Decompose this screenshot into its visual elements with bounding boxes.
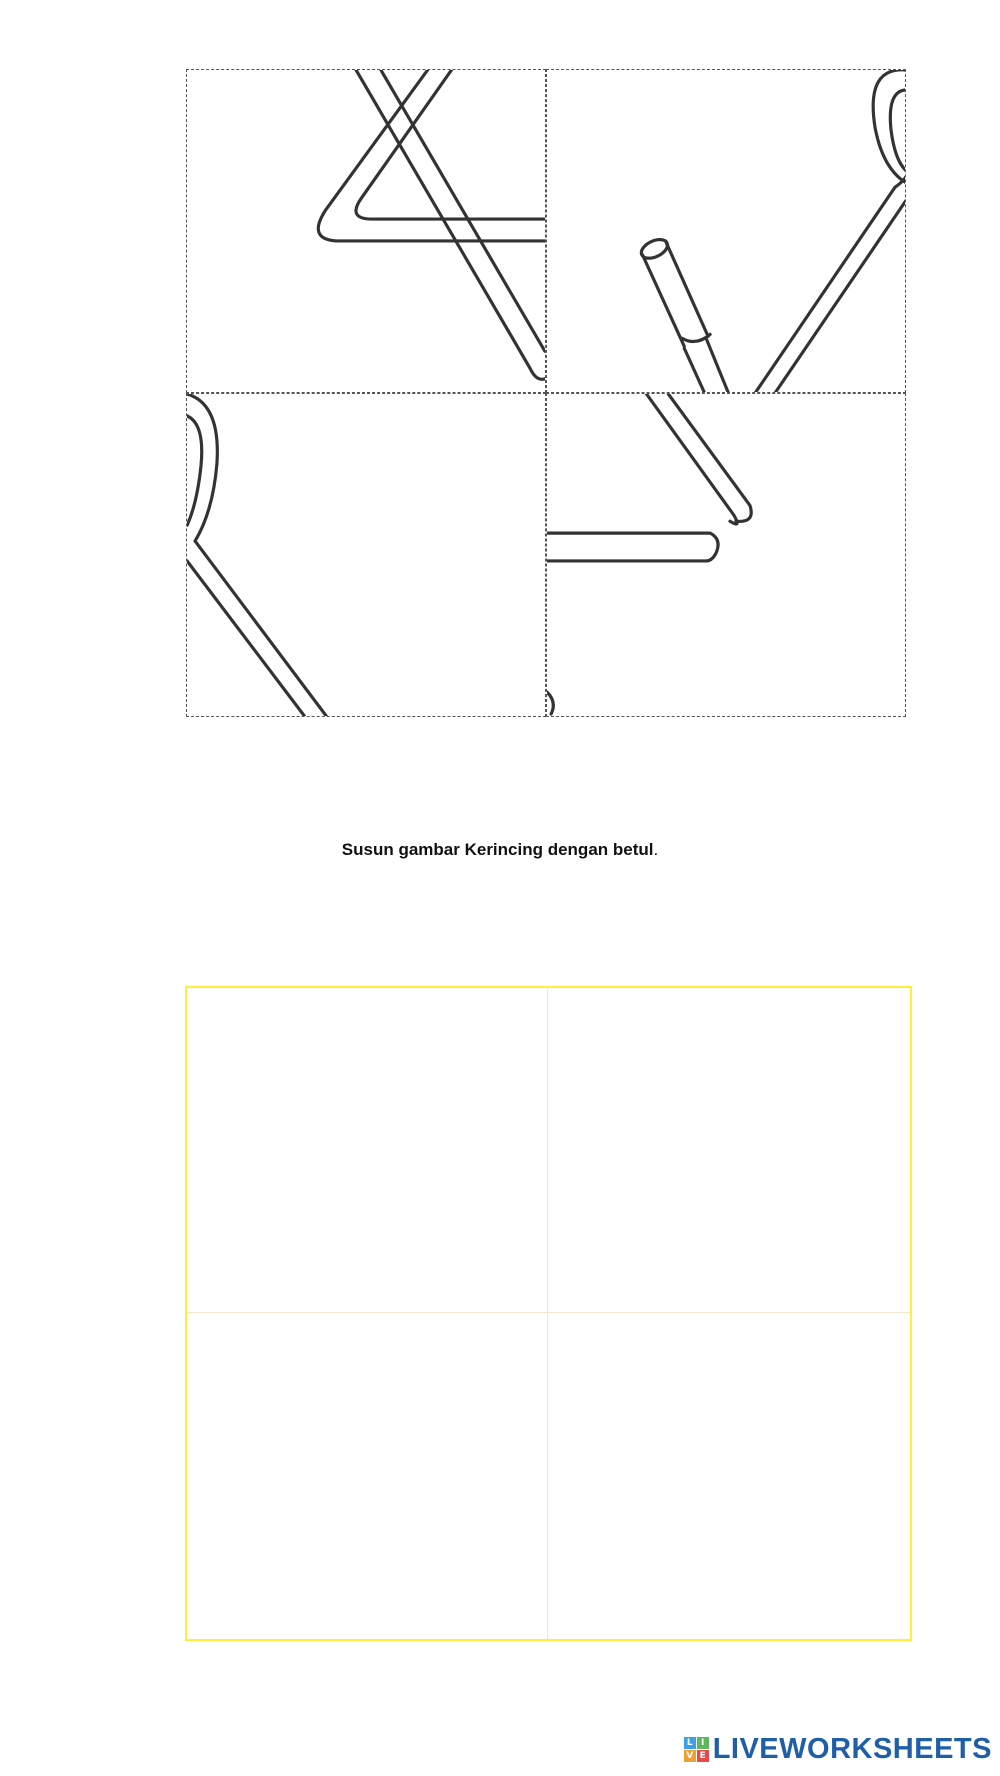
instruction-text	[0, 840, 1000, 860]
instruction-main: Susun gambar Kerincing dengan betul	[341, 840, 654, 859]
drop-cell-2[interactable]	[548, 988, 910, 1313]
triangle-left-side-image	[187, 394, 545, 716]
logo-letter-l: L	[684, 1737, 696, 1749]
puzzle-piece-4[interactable]	[546, 393, 906, 717]
logo-letter-e: E	[697, 1750, 709, 1762]
puzzle-piece-1[interactable]	[186, 69, 546, 393]
drop-cell-3[interactable]	[187, 1313, 548, 1639]
logo-letter-v: V	[684, 1750, 696, 1762]
drop-cell-1[interactable]	[187, 988, 548, 1313]
drop-cell-4[interactable]	[548, 1313, 910, 1639]
triangle-fragment-image	[187, 70, 545, 392]
puzzle-piece-3[interactable]	[186, 393, 546, 717]
beater-and-hook-image	[547, 70, 905, 392]
beater-tip-and-base-image	[547, 394, 905, 716]
liveworksheets-brand[interactable]	[684, 1733, 992, 1766]
answer-drop-board	[185, 986, 912, 1641]
liveworksheets-logo-icon	[684, 1737, 709, 1762]
brand-name: LIVEWORKSHEETS	[712, 1733, 992, 1765]
puzzle-pieces-area	[186, 69, 907, 717]
puzzle-piece-2[interactable]	[546, 69, 906, 393]
logo-letter-i: I	[697, 1737, 709, 1749]
instruction-period: .	[653, 840, 659, 859]
